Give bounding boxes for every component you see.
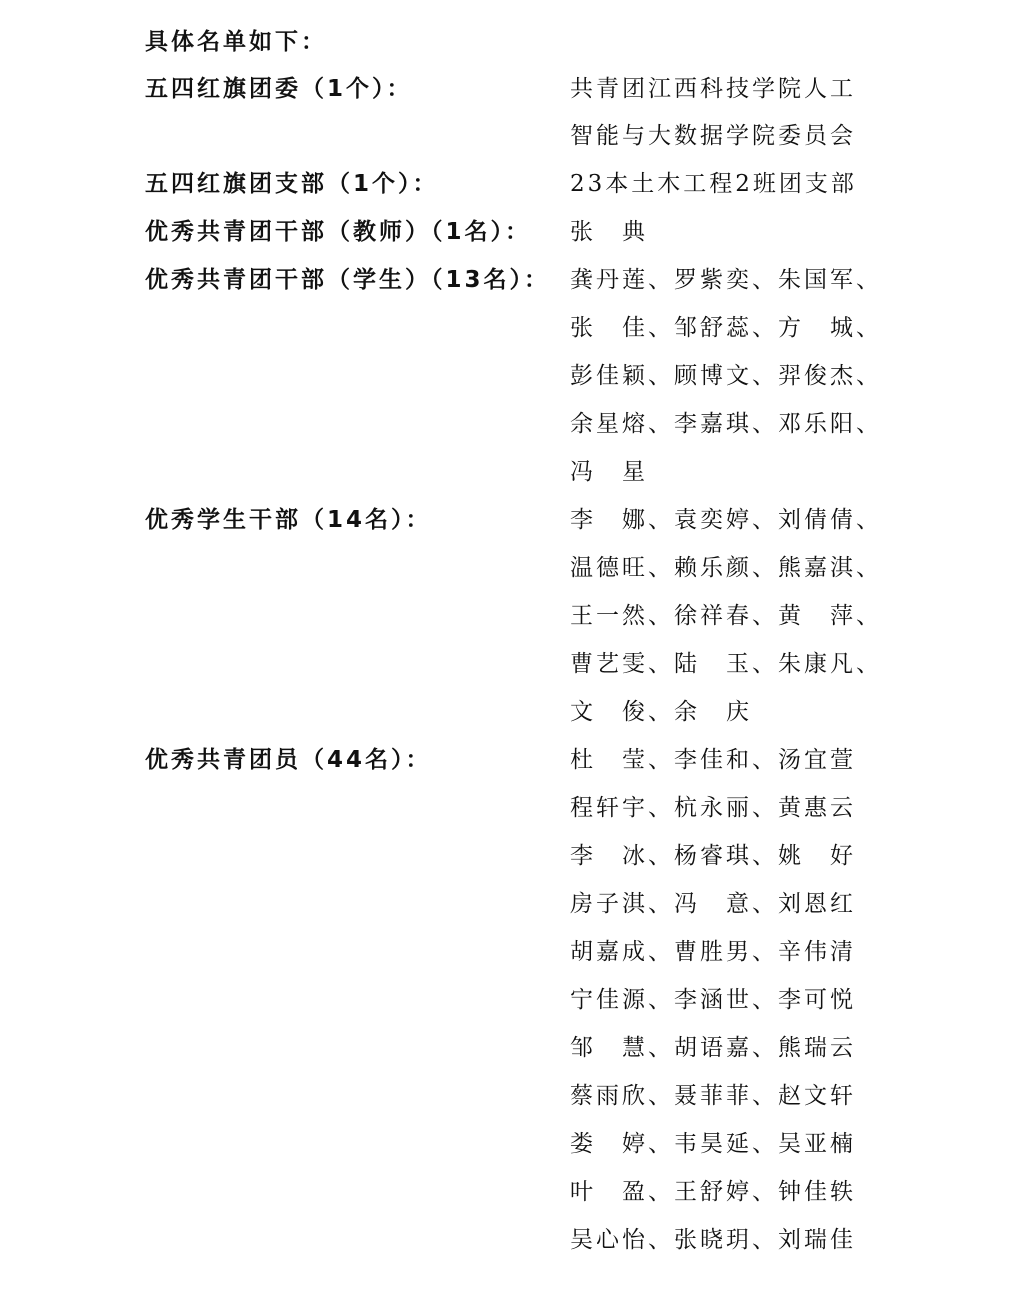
section-value-line: 娄 婷、韦昊延、吴亚楠 — [570, 1131, 856, 1157]
section-value-line: 余星熔、李嘉琪、邓乐阳、 — [570, 411, 882, 437]
section-value-line: 张 典 — [570, 219, 648, 245]
section-label-wusi-youth-league-branch: 五四红旗团支部（1个）： — [145, 171, 439, 197]
section-value-line: 杜 莹、李佳和、汤宜萱 — [570, 747, 856, 773]
section-value-line: 共青团江西科技学院人工 — [570, 76, 856, 102]
section-value-line: 房子淇、冯 意、刘恩红 — [570, 891, 856, 917]
section-value-line: 程轩宇、杭永丽、黄惠云 — [570, 795, 856, 821]
section-label-wusi-youth-league-committee: 五四红旗团委（1个）： — [145, 76, 413, 102]
section-value-line: 智能与大数据学院委员会 — [570, 123, 856, 149]
section-label-league-cadre-student: 优秀共青团干部（学生）（13名）： — [145, 267, 551, 293]
section-value-line: 王一然、徐祥春、黄 萍、 — [570, 603, 882, 629]
section-value-line: 叶 盈、王舒婷、钟佳轶 — [570, 1179, 856, 1205]
list-heading: 具体名单如下： — [145, 29, 327, 55]
section-value-line: 李 冰、杨睿琪、姚 好 — [570, 843, 856, 869]
section-value-line: 吴心怡、张晓玥、刘瑞佳 — [570, 1227, 856, 1253]
section-label-league-member: 优秀共青团员（44名）： — [145, 747, 432, 773]
section-label-league-cadre-teacher: 优秀共青团干部（教师）（1名）： — [145, 219, 532, 245]
section-value-line: 23本土木工程2班团支部 — [570, 171, 857, 197]
section-value-line: 胡嘉成、曹胜男、辛伟清 — [570, 939, 856, 965]
section-value-line: 邹 慧、胡语嘉、熊瑞云 — [570, 1035, 856, 1061]
section-value-line: 文 俊、余 庆 — [570, 699, 752, 725]
section-value-line: 张 佳、邹舒蕊、方 城、 — [570, 315, 882, 341]
section-value-line: 李 娜、袁奕婷、刘倩倩、 — [570, 507, 882, 533]
section-value-line: 温德旺、赖乐颜、熊嘉淇、 — [570, 555, 882, 581]
section-value-line: 彭佳颖、顾博文、羿俊杰、 — [570, 363, 882, 389]
section-value-line: 冯 星 — [570, 459, 648, 485]
section-label-student-cadre: 优秀学生干部（14名）： — [145, 507, 432, 533]
section-value-line: 曹艺雯、陆 玉、朱康凡、 — [570, 651, 882, 677]
section-value-line: 龚丹莲、罗紫奕、朱国军、 — [570, 267, 882, 293]
section-value-line: 蔡雨欣、聂菲菲、赵文轩 — [570, 1083, 856, 1109]
section-value-line: 宁佳源、李涵世、李可悦 — [570, 987, 856, 1013]
